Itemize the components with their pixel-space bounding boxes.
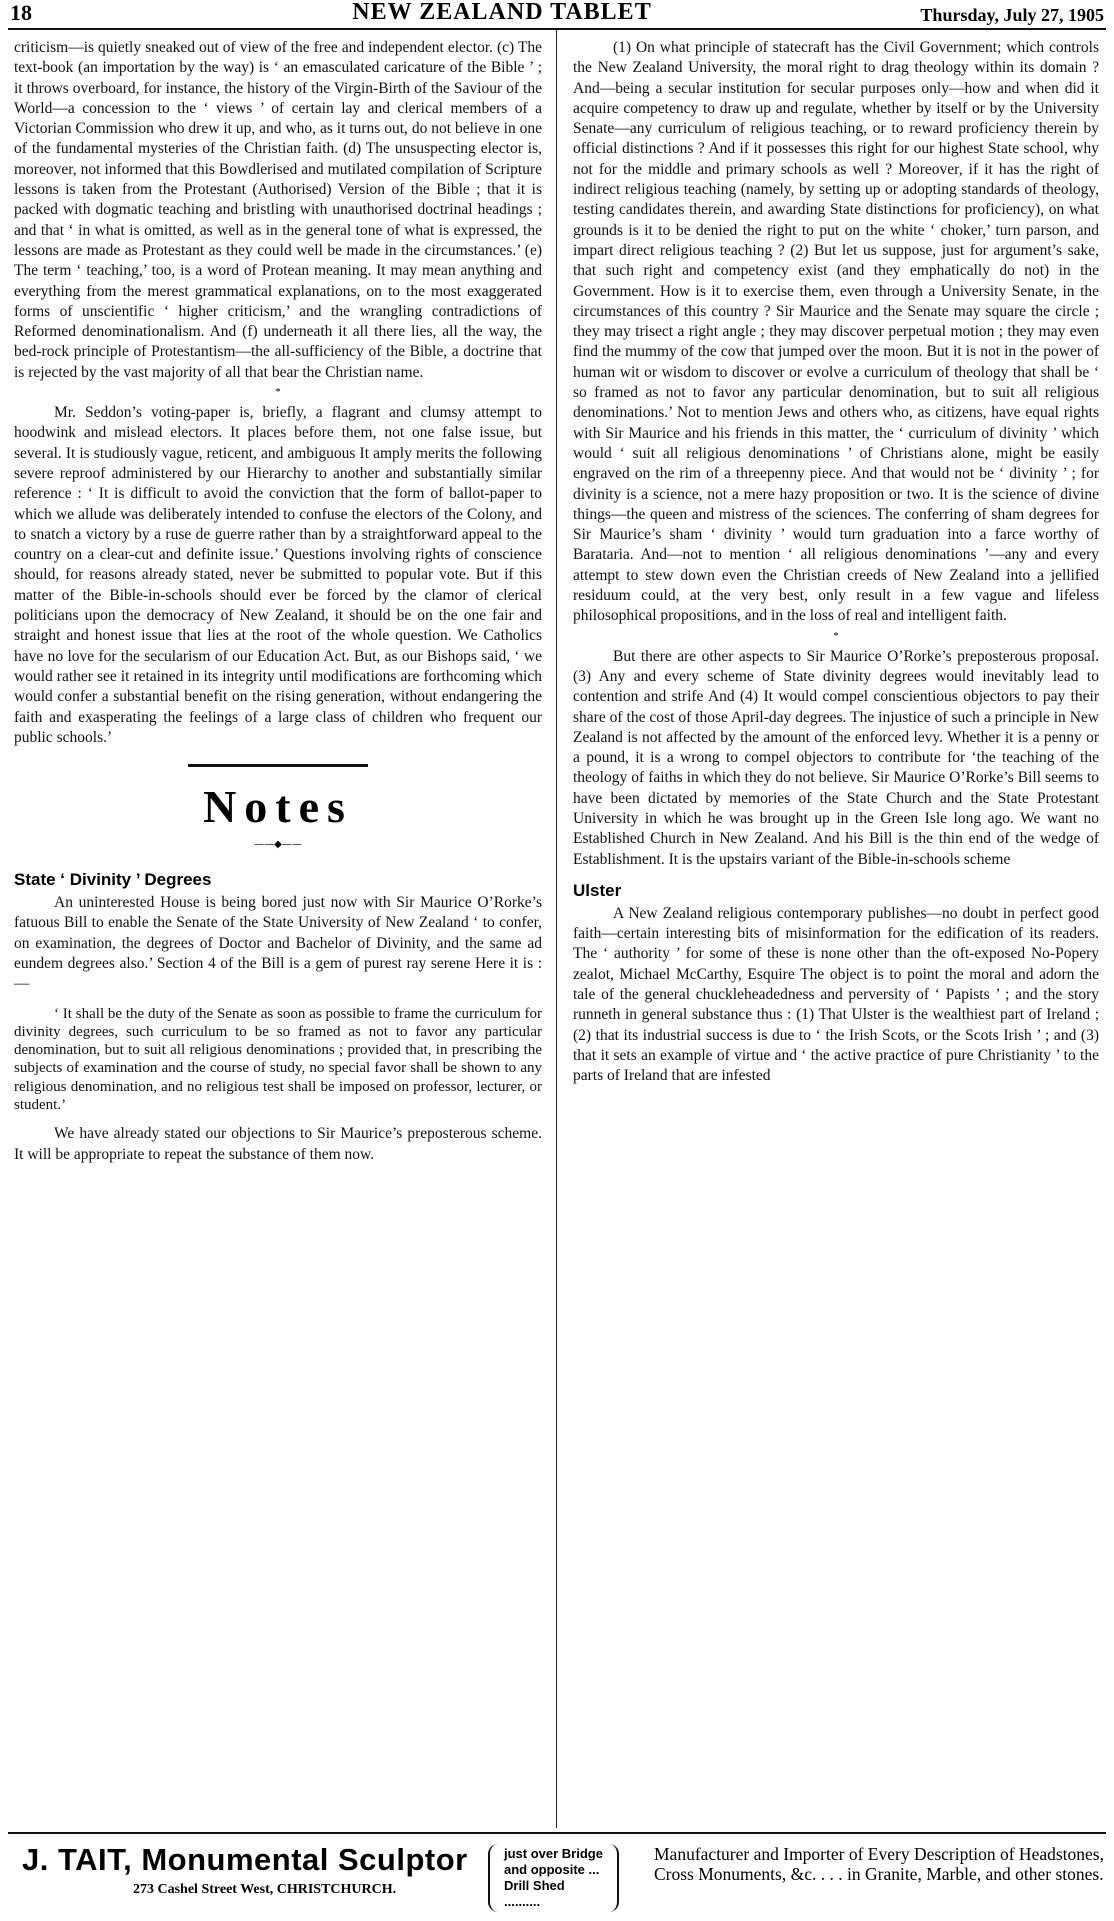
section-heading-divinity-degrees: State ‘ Divinity ’ Degrees xyxy=(14,870,212,890)
newspaper-title: NEW ZEALAND TABLET xyxy=(352,0,652,25)
left-paragraph-1: criticism—is quietly sneaked out of view of the free and independent elector. (c) The text-book (an importation by the way) is ‘ an emasculated caricature of the Bible ’ ; it throws overboard, for instance, the history of the Virgin-Birth of the Saviour of the World—a concession to the ‘ views ’ of certain lay and clerical members of a Victorian Commission who drew it up, and who, as it turns out, do not believe in one of the fundamental mysteries of the Christian faith. (d) The unsuspecting elector is, moreover, not informed that this Bowdlerised and mutilated compilation of Scripture lessons is taken from the Protestant (Authorised) Version of the Bible ; that it is packed with dogmatic teaching and bristling with unauthorised doctrinal headings ; and that ‘ in what is omitted, as well as in the general tone of what is expressed, the lessons are made as Protestant as they could well be made in the circumstances.’ (e) The term ‘ teaching,’ too, is a word of Protean meaning. It may mean anything and everything from the merest grammatical explanations, on to the most exaggerated forms of unscientific ‘ higher criticism,’ and the wrangling contradictions of Reformed denominationalism. And (f) underneath it all there lies, all the way, the bed-rock principle of Protestantism—the all-sufficiency of the Bible, a doctrine that is rejected by the vast majority of all that bear the Christian name. xyxy=(14,39,542,381)
masthead xyxy=(8,0,1106,30)
location-line: just over Bridge xyxy=(504,1846,603,1861)
section-divider-star: * xyxy=(833,629,839,642)
advertisement-banner xyxy=(8,1832,1106,1918)
right-column xyxy=(557,30,1105,1828)
location-text xyxy=(500,1844,607,1912)
right-paragraph-2: But there are other aspects to Sir Maurice O’Rorke’s preposterous proposal. (3) Any and every scheme of State divinity degrees would inevitably lead to contention and strife And (4) It would compel conscientious objectors to pay their share of the cost of those April-day degrees. The injustice of such a principle in New Zealand is not affected by the amount of the enforced levy. Whether it is a penny or a pound, it is a wrong to compel objectors to contribute for ‘the teaching of the theology of faiths in which they do not believe. Sir Maurice O’Rorke’s Bill seems to have been dictated by memories of the State Church and the State Protestant University in which he was brought up in the Green Isle long ago. We want no Established Church in New Zealand. And his Bill is the thin end of the wedge of Establishment. It is the upstairs variant of the Bible-in-schools scheme xyxy=(573,647,1099,868)
bill-quotation: ‘ It shall be the duty of the Senate as soon as possible to frame the curriculum for divinity degrees, such curriculum to be so framed as not to favor any particular denomination, but to suit all religious denominations ; provided that, in prescribing the subjects of examination and the course of study, no special favor shall be shown to any religious denomination, and no religious test shall be imposed on professor, lecturer, or student.’ xyxy=(14,1005,542,1114)
advertiser-name: J. TAIT, Monumental Sculptor xyxy=(22,1842,468,1877)
section-divider-star: * xyxy=(275,386,281,399)
right-paragraph-1: (1) On what principle of statecraft has the Civil Government; which controls the New Zealand University, the moral right to drag theology within its domain ? And—being a secular institution for secular purposes only—how and when did it acquire competency to draw up and regulate, whether by itself or by the University Senate—any curriculum of religious teaching, or to reward proficiency therein by official distinctions ? And if it possesses this right for our highest State school, why not for the middle and primary schools as well ? Moreover, if it has the right of indirect religious teaching (namely, by setting up or adopting standards of theology, testing candidates therein, and awarding State distinctions for proficiency), on what grounds is it to be denied the right to put on the white ‘ choker,’ turn parson, and impart direct religious teaching ? (2) But let us suppose, just for argument’s sake, that such right and competency exist (and they emphatically do not) in the Government. How is it to exercise them, even through a University Senate, in the circumstances of this country ? Sir Maurice and the Senate may square the circle ; they may trisect a right angle ; they may discover perpetual motion ; they may even find the mummy of the cow that jumped over the moon. But it is not in the power of human wit or wisdom to discover or evolve a curriculum of theology that shall be ‘ so framed as not to favor any particular denomination, but to suit all religious denominations.’ Not to mention Jews and others who, as citizens, have equal rights with Sir Maurice and his friends in this matter, the ‘ curriculum of divinity ’ which would ‘ suit all religious denominations ’ of Christians alone, might be easily engraved on the rim of a threepenny piece. And that would not be ‘ divinity ’ ; for divinity is a science, not a mere hazy proposition or two. It is the science of divine things—the queen and mistress of the sciences. The conferring of sham degrees for Sir Maurice’s sham ‘ divinity ’ would turn graduation into a farce worthy of Barataria. And—not to mention ‘ all religious denominations ’—any and every attempt to stew down even the Christian creeds of New Zealand into a jellified residuum could, at the very best, only result in a few vague and lifeless philosophical propositions, and in the loss of real and intelligent faith. xyxy=(573,39,1099,625)
issue-date: Thursday, July 27, 1905 xyxy=(920,5,1104,25)
left-paragraph-4: We have already stated our objections to Sir Maurice’s preposterous scheme. It will be appropriate to repeat the substance of them now. xyxy=(14,1125,542,1163)
notes-heading: Notes xyxy=(203,781,353,833)
right-brace xyxy=(607,1844,619,1912)
left-paragraph-3: An uninterested House is being bored just now with Sir Maurice O’Rorke’s fatuous Bill to enable the Senate of the State University of New Zealand ‘ to confer, on examination, the degrees of Doctor and Bachelor of Divinity, and the same ad eundem degrees also.’ Section 4 of the Bill is a gem of purest ray serene Here it is :— xyxy=(14,894,542,993)
location-block xyxy=(488,1844,638,1912)
page-number: 18 xyxy=(10,0,32,25)
location-line: Drill Shed xyxy=(504,1878,565,1893)
right-paragraph-3: A New Zealand religious contemporary publishes—no doubt in perfect good faith—certain interesting bits of misinformation for the edification of its readers. The ‘ authority ’ for some of these is none other than the oft-exposed No-Popery zealot, Michael McCarthy, Esquire The object is to point the moral and adorn the tale of the general chuckleheadedness and perversity of ‘ Papists ’ ; and the story runneth in general substance thus : (1) That Ulster is the wealthiest part of Ireland ; (2) that its industrial success is due to ‘ the Irish Scots, or the Scots Irish ’ ; and (3) that it sets an example of virtue and ‘ the active practice of pure Christianity ’ to the parts of Ireland that are infested xyxy=(573,904,1099,1085)
location-line: .......... xyxy=(504,1894,541,1909)
spacer xyxy=(573,870,1099,880)
advertiser-description: Manufacturer and Importer of Every Description of Headstones, Cross Monuments, &c. . . . in Granite, Marble, and other stones. xyxy=(654,1844,1104,1884)
section-heading-ulster: Ulster xyxy=(573,880,622,900)
advertiser-address: 273 Cashel Street West, CHRISTCHURCH. xyxy=(133,1882,397,1897)
notes-top-rule xyxy=(188,764,368,767)
left-paragraph-2: Mr. Seddon’s voting-paper is, briefly, a flagrant and clumsy attempt to hoodwink and mislead electors. It places before them, not one false issue, but several. It is studiously vague, reticent, and ambiguous It amply merits the following severe reproof administered by our Hierarchy to another and substantially similar reference : ‘ It is difficult to avoid the conviction that the form of ballot-paper to which we allude was deliberately intended to confuse the electors of the Colony, and to snatch a victory by a ruse de guerre rather than by a straightforward appeal to the country on a clear-cut and definite issue.’ Questions involving rights of conscience should, for reasons already stated, never be submitted to popular vote. But if this matter of the Bible-in-schools should ever be forced by the clamor of clerical politicians upon the democracy of New Zealand, it should be on the one fair and straight and honest issue that lies at the root of the whole question. We Catholics have no love for the secularism of our Education Act. But, as our Bishops said, ‘ we would rather see it retained in its integrity until modifications are forthcoming which would confer a substantial benefit on the rising generation, without endangering the faith and exasperating the feelings of a large class of children who frequent our public schools.’ xyxy=(14,404,542,746)
left-column xyxy=(8,30,556,1828)
advertiser-block xyxy=(8,1834,488,1900)
location-line: and opposite ... xyxy=(504,1862,600,1877)
article-columns xyxy=(8,30,1106,1828)
notes-ornament: ——◆—— xyxy=(254,839,302,851)
left-brace xyxy=(488,1844,500,1912)
